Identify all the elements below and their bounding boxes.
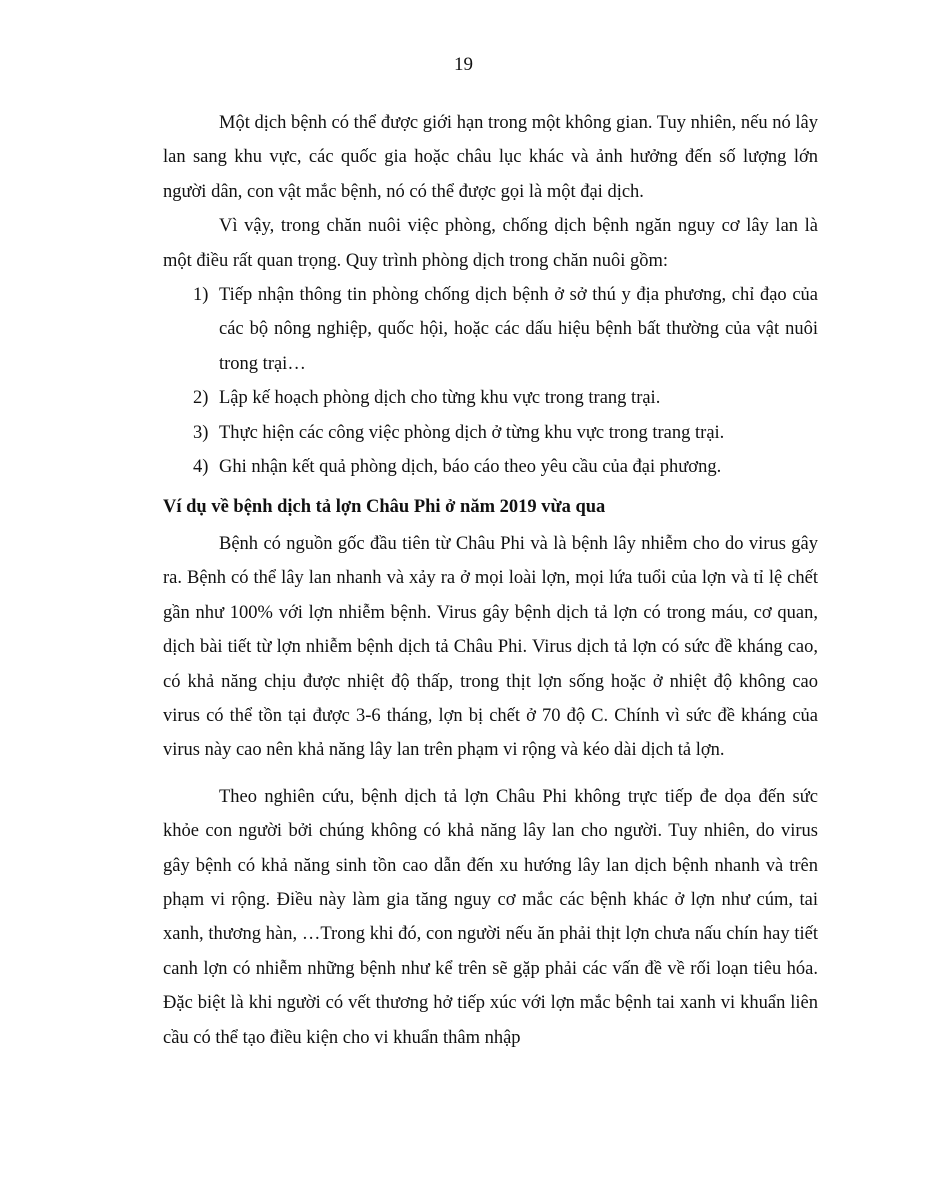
list-item [163, 278, 818, 381]
list-item [163, 450, 818, 484]
list-item-number: 3) [193, 422, 209, 443]
list-item [163, 416, 818, 450]
document-body [163, 106, 818, 1055]
list-item-number: 1) [193, 285, 209, 306]
procedure-list [163, 278, 818, 484]
list-item-text: Tiếp nhận thông tin phòng chống dịch bệnh ở sở thú y địa phương, chỉ đạo của các bộ nông nghiệp, quốc hội, hoặc các dấu hiệu bệnh bất thường của vật nuôi trong trại… [219, 285, 818, 374]
list-item-text: Thực hiện các công việc phòng dịch ở từng khu vực trong trang trại. [219, 422, 725, 443]
list-item-text: Ghi nhận kết quả phòng dịch, báo cáo theo yêu cầu của đại phương. [219, 457, 722, 478]
body-paragraph-2: Theo nghiên cứu, bệnh dịch tả lợn Châu Phi không trực tiếp đe dọa đến sức khỏe con người bởi chúng không có khả năng lây lan cho người. Tuy nhiên, do virus gây bệnh có khả năng sinh tồn cao dẫn đến xu hướng lây lan dịch bệnh nhanh và trên phạm vi rộng. Điều này làm gia tăng nguy cơ mắc các bệnh khác ở lợn như cúm, tai xanh, thương hàn, …Trong khi đó, con người nếu ăn phải thịt lợn chưa nấu chín hay tiết canh lợn có nhiễm những bệnh như kể trên sẽ gặp phải các vấn đề về rối loạn tiêu hóa. Đặc biệt là khi người có vết thương hở tiếp xúc với lợn mắc bệnh tai xanh vi khuẩn liên cầu có thể tạo điều kiện cho vi khuẩn thâm nhập [163, 786, 818, 1048]
intro-paragraph-1: Một dịch bệnh có thể được giới hạn trong một không gian. Tuy nhiên, nếu nó lây lan sang khu vực, các quốc gia hoặc châu lục khác và ảnh hưởng đến số lượng lớn người dân, con vật mắc bệnh, nó có thể được gọi là một đại dịch. [163, 113, 818, 202]
list-item-number: 2) [193, 388, 209, 409]
intro-paragraph-2: Vì vậy, trong chăn nuôi việc phòng, chống dịch bệnh ngăn nguy cơ lây lan là một điều rất quan trọng. Quy trình phòng dịch trong chăn nuôi gồm: [163, 216, 818, 271]
body-paragraph-1: Bệnh có nguồn gốc đầu tiên từ Châu Phi và là bệnh lây nhiễm cho do virus gây ra. Bệnh có thể lây lan nhanh và xảy ra ở mọi loài lợn, mọi lứa tuổi của lợn và tỉ lệ chết gần như 100% với lợn nhiễm bệnh. Virus gây bệnh dịch tả lợn có trong máu, cơ quan, dịch bài tiết từ lợn nhiễm bệnh dịch tả Châu Phi. Virus dịch tả lợn có sức đề kháng cao, có khả năng chịu được nhiệt độ thấp, trong thịt lợn sống hoặc ở nhiệt độ không cao virus có thể tồn tại được 3-6 tháng, lợn bị chết ở 70 độ C. Chính vì sức đề kháng của virus này cao nên khả năng lây lan trên phạm vi rộng và kéo dài dịch tả lợn. [163, 533, 818, 761]
section-heading: Ví dụ về bệnh dịch tả lợn Châu Phi ở năm 2019 vừa qua [163, 497, 606, 518]
list-item-text: Lập kế hoạch phòng dịch cho từng khu vực trong trang trại. [219, 388, 661, 409]
page-number: 19 [454, 54, 473, 75]
list-item [163, 381, 818, 415]
list-item-number: 4) [193, 457, 209, 478]
